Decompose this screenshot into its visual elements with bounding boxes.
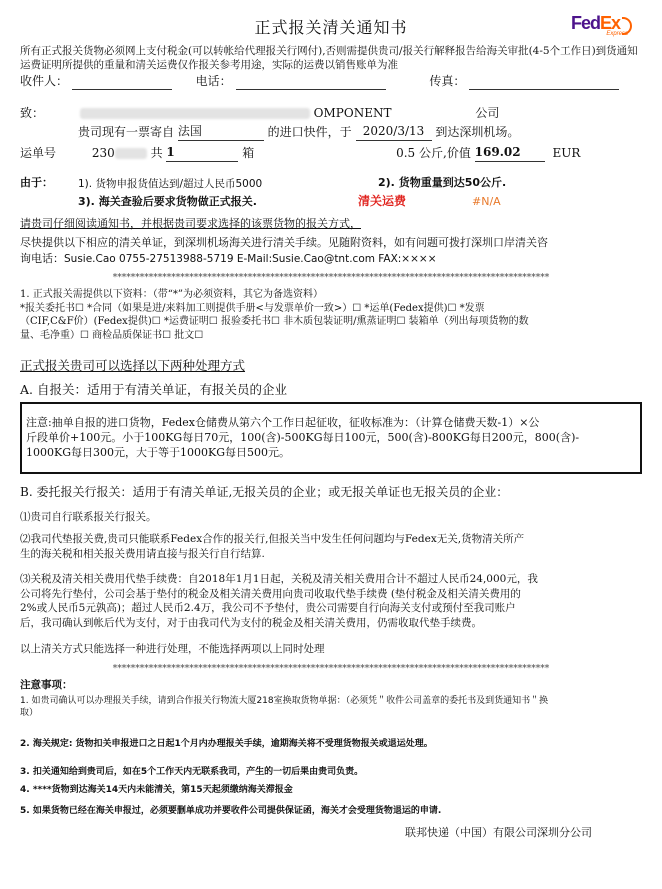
- option-b-p3-line-1: ⑶关税及清关相关费用代垫手续费：自2018年1月1日起，关税及清关相关费用合计不超过人民币24,000元，我: [20, 573, 538, 585]
- option-b-p2-line-2: 生的海关税和相关报关费用请直接与报关行自行结算.: [20, 547, 265, 560]
- phone-field: [236, 89, 386, 90]
- waybill-label: 运单号: [20, 146, 57, 160]
- recipient-label: 收件人：: [20, 74, 69, 88]
- waybill-number: 230: [91, 146, 115, 160]
- fedex-logo: [571, 12, 632, 39]
- note-1: [20, 696, 642, 719]
- option-b-p2: [20, 532, 642, 561]
- shipment-row: [78, 124, 642, 141]
- option-a-note-box: [20, 402, 642, 474]
- value-amount: 169.02: [474, 145, 521, 159]
- value-field: [475, 145, 545, 162]
- intro-paragraph: 所有正式报关货物必须网上支付税金(可以转帐给代理报关行网付),否则需提供贵司/报关行解释报告给海关审批(4-5个工作日)到货通知运费证明所提供的重量和清关运费仅作报关参考用途，实际的运费以销售账单为准: [20, 45, 638, 72]
- pieces-field: [166, 145, 238, 162]
- attention-title: 注意事项：: [20, 679, 73, 691]
- reason-1: 1). 货物申报货值达到/超过人民币5000: [78, 178, 263, 190]
- star-divider-2: *************************************************************************************************: [112, 664, 550, 674]
- shipment-pre: 贵司现有一票寄自: [78, 125, 175, 139]
- provide-line-2-pre: 询电话：: [20, 252, 64, 265]
- value-label: 价值: [446, 146, 471, 160]
- reason-3: 3). 海关查验后要求货物做正式报关.: [78, 195, 257, 208]
- origin-value: 法国: [177, 124, 202, 138]
- option-a-title: A. 自报关：适用于有清关单证，有报关员的企业: [20, 382, 287, 397]
- company-word: 公司: [475, 106, 500, 120]
- company-suffix: OMPONENT: [313, 106, 392, 120]
- pieces-value: 1: [166, 145, 175, 159]
- shipment-post: 到达深圳机场。: [435, 125, 520, 139]
- document-title: 正式报关清关通知书: [254, 18, 408, 37]
- redacted-waybill: [115, 148, 147, 159]
- origin-field: [178, 124, 264, 141]
- logo-express: Express: [606, 31, 628, 38]
- docs-block: [20, 288, 642, 342]
- logo-fed: Fed: [570, 13, 600, 33]
- note-2: 2. 海关规定: 货物扣关申报进口之日起1个月内办理报关手续，逾期海关将不受理货物报关或退运处理。: [20, 739, 433, 749]
- option-a-note-line-1: 注意:抽单自报的进口货物，Fedex仓储费从第六个工作日起征收，征收标准为：（计算仓储费天数-1）×公: [26, 416, 540, 429]
- read-notice-line: 请贵司仔细阅读通知书，并根据贵司要求选择的该票货物的报关方式，: [20, 217, 361, 230]
- option-b-p1: ⑴贵司自行联系报关行报关。: [20, 511, 157, 523]
- option-b-p3: [20, 572, 642, 631]
- total-label: 共: [150, 146, 163, 160]
- docs-line-3: （CIF,C&F价）(Fedex提供)☐ *运费证明☐ 报验委托书☐ 非木质包装证明/熏蒸证明☐ 装箱单（列出每项货物的数: [20, 316, 529, 327]
- clearance-fee-value: #N/A: [472, 195, 501, 208]
- to-row: [20, 106, 642, 122]
- option-b-title: B. 委托报关行报关：适用于有清关单证,无报关员的企业；或无报关单证也无报关员的企业：: [20, 485, 509, 499]
- clearance-fee-label: 清关运费: [358, 194, 407, 208]
- note-5: 5. 如果货物已经在海关申报过，必须要删单成功并要收件公司提供保证函，海关才会受理货物退运的申请.: [20, 806, 442, 816]
- note-3: 3. 扣关通知给到贵司后，如在5个工作天内无联系我司，产生的一切后果由贵司负责。: [20, 767, 364, 777]
- provide-line-1: 尽快提供以下相应的清关单证，到深圳机场海关进行清关手续。见随附资料，如有问题可拨打深圳口岸清关咨: [20, 236, 548, 249]
- option-a-note-line-2: 斤段单价+100元。小于100KG每日70元，100(含)-500KG每日100元，500(含)-800KG每日200元，800(含)-: [26, 430, 580, 444]
- to-label: 致：: [20, 106, 45, 120]
- footer-company: 联邦快递（中国）有限公司深圳分公司: [405, 826, 592, 839]
- fax-label: 传真：: [429, 74, 466, 88]
- note-4: 4. ****货物到达海关14天内未能清关，第15天起须缴纳海关滞报金: [20, 785, 293, 795]
- choose-title: 正式报关贵司可以选择以下两种处理方式: [20, 358, 246, 373]
- star-divider-1: *************************************************************************************************: [112, 273, 550, 283]
- shipment-mid: 的进口快件，于: [267, 125, 352, 139]
- reason-2: 2). 货物重量到达50公斤.: [378, 176, 507, 189]
- option-b-p3-line-2: 公司将先行垫付，公司会基于垫付的税金及相关清关费用向贵司收取代垫手续费 (垫付税金及相关清关费用的: [20, 587, 521, 600]
- docs-line-2: *报关委托书☐ *合同（如果是进/来料加工则提供手册<与发票单价一致>）☐ *运单(Fedex提供)☐ *发票: [20, 302, 485, 314]
- reasons-label: 由于：: [20, 176, 53, 189]
- weight-value: 0.5 公斤,: [396, 146, 447, 160]
- provide-line-2: [20, 251, 642, 267]
- docs-line-4: 量、毛净重）☐ 商检品质保证书☐ 批文☐: [20, 329, 204, 341]
- redacted-company: [80, 108, 310, 119]
- pieces-unit: 箱: [242, 146, 255, 160]
- date-value: 2020/3/13: [362, 124, 425, 138]
- fax-field: [469, 89, 619, 90]
- option-b-p2-line-1: ⑵我司代垫报关费,贵司只能联系Fedex合作的报关行,但报关当中发生任何问题均与Fedex无关,货物清关所产: [20, 533, 525, 545]
- note-1-line-1: 1. 如贵司确认可以办理报关手续，请到合作报关行物流大厦218室换取货物单据：（必须凭＂收件公司盖章的委托书及到货通知书＂换: [20, 696, 549, 706]
- option-b-p3-line-3: 2%或人民币5元孰高)；超过人民币2.4万，我公司不予垫付，贵公司需要自行向海关支付或预付至我司账户: [20, 602, 516, 615]
- waybill-row: [20, 145, 642, 162]
- recipient-field: [72, 89, 172, 90]
- option-b-p4: 以上清关方式只能选择一种进行处理，不能选择两项以上同时处理: [20, 643, 325, 655]
- note-1-line-2: 取）: [20, 707, 39, 718]
- phone-label: 电话：: [195, 74, 232, 88]
- docs-line-1: 1. 正式报关需提供以下资料：（带“*”为必须资料，其它为备选资料）: [20, 289, 323, 300]
- logo-ex: Ex: [599, 13, 620, 33]
- option-b-p3-line-4: 后，我司确认到帐后代为支付，对于由我司代为支付的税金及相关清关费用，仍需收取代垫手续费。: [20, 617, 482, 630]
- contact-info: Susie.Cao 0755-27513988-5719 E-Mail:Susie.Cao@tnt.com FAX:××××: [64, 253, 437, 265]
- option-a-note-line-3: 1000KG每日300元，大于等于1000KG每日500元。: [26, 445, 290, 459]
- currency: EUR: [552, 146, 581, 160]
- contact-row: [20, 74, 642, 90]
- date-field: [356, 124, 432, 141]
